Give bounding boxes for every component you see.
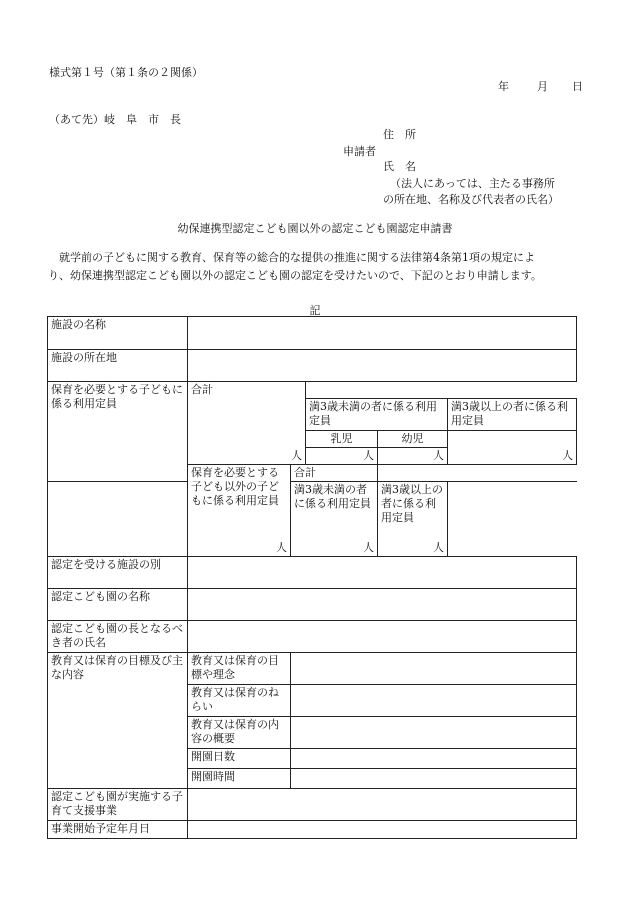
director-name-label: 認定こども園の長となるべき者の氏名 xyxy=(48,620,188,652)
total-unit[interactable]: 人 xyxy=(188,448,306,465)
facility-location-label: 施設の所在地 xyxy=(48,350,188,382)
support-projects-field[interactable] xyxy=(188,788,577,820)
document-title: 幼保連携型認定こども園以外の認定こども園認定申請書 xyxy=(177,222,453,235)
under3-capacity-label: 満3歳未満の者に係る利用定員 xyxy=(306,399,448,431)
total-spacer xyxy=(188,399,306,431)
total-label: 合計 xyxy=(291,465,378,482)
opening-hours-field[interactable] xyxy=(291,768,577,788)
facility-name-label: 施設の名称 xyxy=(48,317,188,350)
ki-marker: 記 xyxy=(309,304,321,317)
infant-unit[interactable]: 人 xyxy=(306,448,378,465)
start-date-label: 事業開始予定年月日 xyxy=(48,820,188,838)
date-month-label: 月 xyxy=(537,80,548,93)
infant-label: 乳児 xyxy=(306,431,378,448)
toddler-label: 幼児 xyxy=(378,431,448,448)
center-name-field[interactable] xyxy=(188,588,577,620)
form-number: 様式第１号（第１条の２関係） xyxy=(49,66,203,79)
total-label: 合計 xyxy=(188,382,306,399)
capacity-other-label: 保育を必要とする子ども以外の子どもに係る利用定員 xyxy=(188,465,291,557)
content-overview-field[interactable] xyxy=(291,716,577,748)
body-text-line1: 就学前の子どもに関する教育、保育等の総合的な提供の推進に関する法律第4条第1項の規定によ xyxy=(59,251,535,264)
date-year-label: 年 xyxy=(498,80,509,93)
facility-location-field[interactable] xyxy=(188,350,577,382)
goals-philosophy-label: 教育又は保育の目標や理念 xyxy=(188,652,291,684)
goals-philosophy-field[interactable] xyxy=(291,652,577,684)
under3-unit[interactable]: 人 xyxy=(291,526,378,556)
name-label: 氏 名 xyxy=(383,160,416,173)
center-name-label: 認定こども園の名称 xyxy=(48,588,188,620)
support-projects-label: 認定こども園が実施する子育て支援事業 xyxy=(48,788,188,820)
addressee: （あて先）岐 阜 市 長 xyxy=(49,113,181,126)
over3-capacity-label: 満3歳以上の者に係る利用定員 xyxy=(378,482,448,527)
applicant-label: 申請者 xyxy=(343,145,376,158)
opening-days-field[interactable] xyxy=(291,748,577,768)
address-label: 住 所 xyxy=(383,128,416,141)
spacer xyxy=(306,382,577,399)
toddler-unit[interactable]: 人 xyxy=(378,448,448,465)
application-table xyxy=(47,316,577,839)
education-goals-label: 教育又は保育の目標及び主な内容 xyxy=(48,652,188,788)
over3-spacer xyxy=(448,431,577,448)
capacity-needing-care-label: 保育を必要とする子どもに係る利用定員 xyxy=(48,382,188,482)
date-day-label: 日 xyxy=(572,80,583,93)
opening-hours-label: 開園時間 xyxy=(188,768,291,788)
spacer xyxy=(378,465,577,482)
aims-field[interactable] xyxy=(291,684,577,716)
facility-type-field[interactable] xyxy=(188,556,577,588)
facility-type-label: 認定を受ける施設の別 xyxy=(48,556,188,588)
total-unit[interactable]: 人 xyxy=(48,526,291,556)
under3-capacity-label: 満3歳未満の者に係る利用定員 xyxy=(291,482,378,527)
over3-unit[interactable]: 人 xyxy=(448,448,577,465)
aims-label: 教育又は保育のねらい xyxy=(188,684,291,716)
over3-unit[interactable]: 人 xyxy=(378,526,448,556)
total-spacer xyxy=(188,431,306,448)
corporation-note-line1: （法人にあっては、主たる事務所 xyxy=(390,177,555,190)
content-overview-label: 教育又は保育の内容の概要 xyxy=(188,716,291,748)
facility-name-field[interactable] xyxy=(188,317,577,350)
over3-capacity-label: 満3歳以上の者に係る利用定員 xyxy=(448,399,577,431)
start-date-field[interactable] xyxy=(188,820,577,838)
opening-days-label: 開園日数 xyxy=(188,748,291,768)
corporation-note-line2: の所在地、名称及び代表者の氏名） xyxy=(383,193,559,206)
director-name-field[interactable] xyxy=(188,620,577,652)
body-text-line2: り、幼保連携型認定こども園以外の認定こども園の認定を受けたいので、下記のとおり申請します。 xyxy=(48,269,542,282)
